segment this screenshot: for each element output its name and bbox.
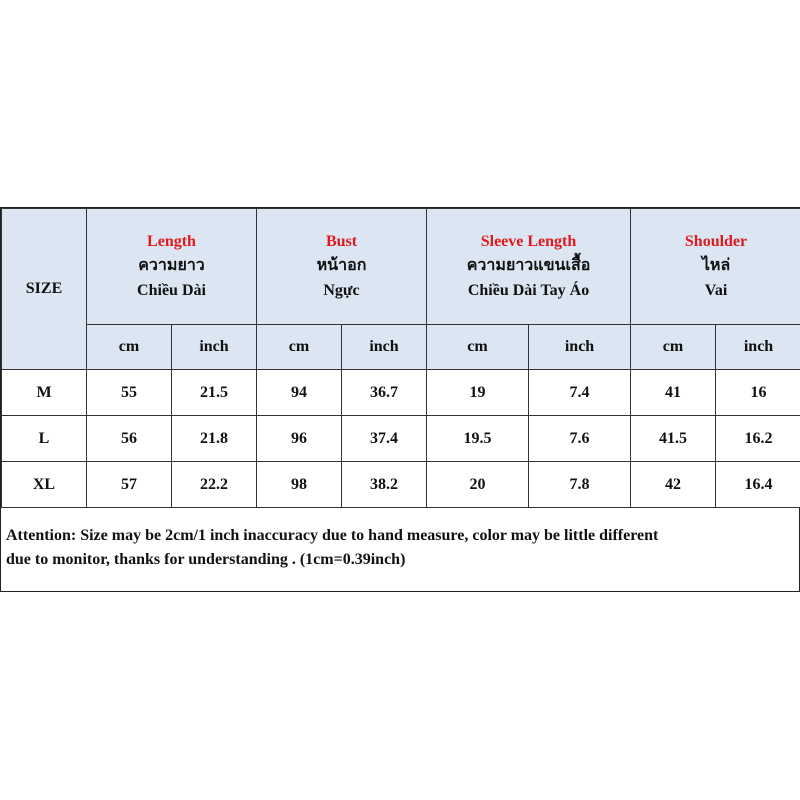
value-cell: 7.8 (529, 462, 631, 508)
size-table (1, 208, 800, 508)
sleeve-viet: Chiều Dài Tay Áo (467, 282, 590, 299)
bust-viet: Ngực (323, 282, 360, 299)
value-cell: 96 (257, 416, 342, 462)
unit-cell: inch (172, 325, 257, 370)
value-cell: 98 (257, 462, 342, 508)
value-cell: 38.2 (342, 462, 427, 508)
size-cell: L (2, 416, 87, 462)
table-row (2, 462, 800, 508)
sleeve-title: Sleeve Length (480, 233, 577, 250)
length-viet: Chiều Dài (137, 282, 206, 299)
attention-line-2: due to monitor, thanks for understanding . (1cm=0.39inch) (6, 551, 406, 568)
bust-header (257, 209, 427, 325)
value-cell: 56 (87, 416, 172, 462)
unit-cell: inch (529, 325, 631, 370)
value-cell: 36.7 (342, 370, 427, 416)
value-cell: 7.6 (529, 416, 631, 462)
shoulder-thai: ไหล่ (701, 257, 731, 274)
attention-note (6, 524, 796, 572)
size-cell: M (2, 370, 87, 416)
size-cell: XL (2, 462, 87, 508)
value-cell: 16.2 (716, 416, 800, 462)
value-cell: 41 (631, 370, 716, 416)
unit-cell: inch (716, 325, 800, 370)
attention-line-1: Attention: Size may be 2cm/1 inch inaccuracy due to hand measure, color may be little different (6, 527, 659, 544)
length-thai: ความยาว (138, 257, 205, 274)
value-cell: 21.5 (172, 370, 257, 416)
value-cell: 42 (631, 462, 716, 508)
value-cell: 57 (87, 462, 172, 508)
unit-cell: cm (87, 325, 172, 370)
value-cell: 16 (716, 370, 800, 416)
unit-row (2, 325, 800, 370)
sleeve-header (427, 209, 631, 325)
value-cell: 19 (427, 370, 529, 416)
length-header (87, 209, 257, 325)
length-title: Length (147, 233, 196, 250)
value-cell: 20 (427, 462, 529, 508)
unit-cell: inch (342, 325, 427, 370)
shoulder-viet: Vai (704, 282, 728, 299)
value-cell: 41.5 (631, 416, 716, 462)
bust-title: Bust (325, 233, 358, 250)
value-cell: 19.5 (427, 416, 529, 462)
value-cell: 7.4 (529, 370, 631, 416)
table-row (2, 416, 800, 462)
bust-thai: หน้าอก (316, 257, 367, 274)
value-cell: 37.4 (342, 416, 427, 462)
unit-cell: cm (427, 325, 529, 370)
size-chart (0, 207, 800, 592)
unit-cell: cm (257, 325, 342, 370)
table-row (2, 370, 800, 416)
shoulder-header (631, 209, 800, 325)
value-cell: 94 (257, 370, 342, 416)
value-cell: 16.4 (716, 462, 800, 508)
size-header: SIZE (2, 209, 87, 370)
value-cell: 21.8 (172, 416, 257, 462)
value-cell: 22.2 (172, 462, 257, 508)
shoulder-title: Shoulder (684, 233, 748, 250)
value-cell: 55 (87, 370, 172, 416)
sleeve-thai: ความยาวแขนเสื้อ (466, 257, 591, 274)
unit-cell: cm (631, 325, 716, 370)
